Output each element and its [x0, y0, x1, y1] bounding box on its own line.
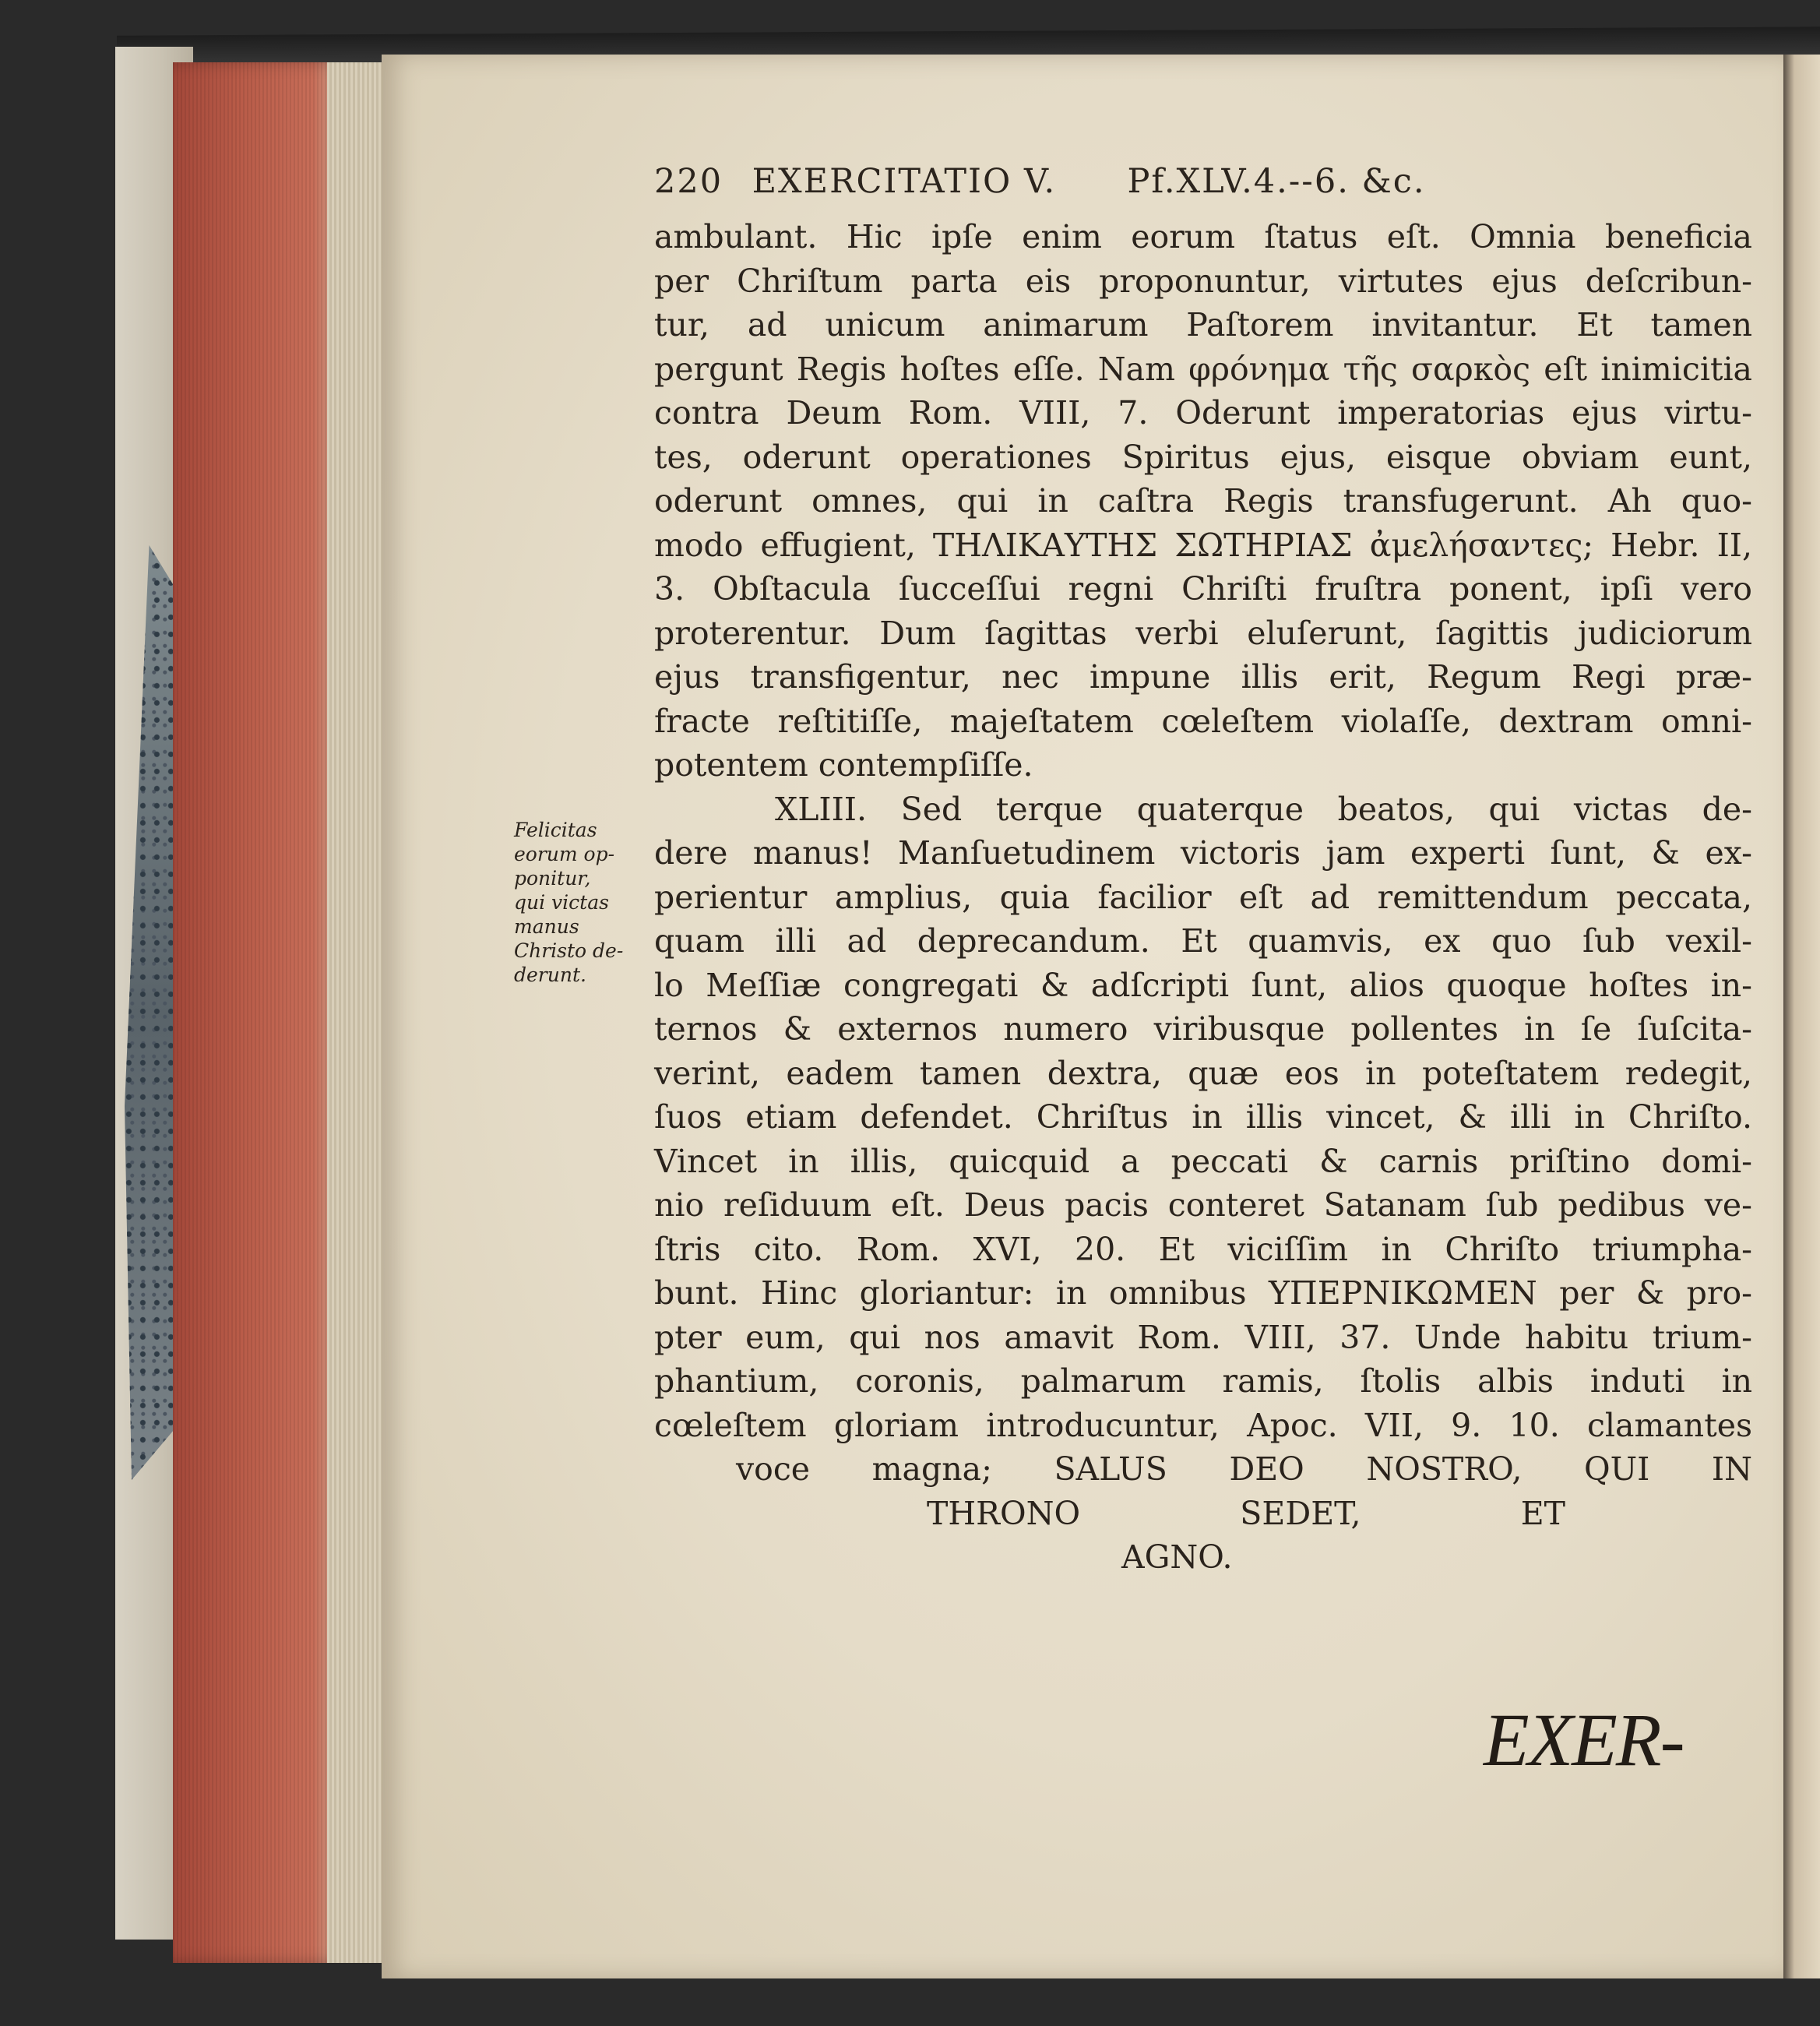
- text-line: fracte reſtitiſſe, majeſtatem cœleſtem violaſſe, dextram omni-: [654, 702, 1752, 740]
- running-ref: Pf.XLV.4.--6. &c.: [1127, 162, 1426, 201]
- text-line: ſtris cito. Rom. XVI, 20. Et viciſſim in Chriſto triumpha-: [654, 1230, 1752, 1268]
- marginal-line: ponitur,: [514, 867, 591, 890]
- text-line: ejus transfigentur, nec impune illis erit, Regum Regi præ-: [654, 658, 1752, 696]
- catchword: EXER-: [1484, 1698, 1684, 1781]
- text-line: dere manus! Manſuetudinem victoris jam experti ſunt, & ex-: [654, 834, 1752, 872]
- facing-page-edge: [1783, 55, 1820, 1978]
- marginal-line: eorum op-: [514, 843, 615, 865]
- running-title: EXERCITATIO V.: [752, 162, 1057, 201]
- marginal-line: qui victas: [514, 891, 609, 914]
- text-line: contra Deum Rom. VIII, 7. Oderunt imperatorias ejus virtu-: [654, 394, 1752, 432]
- section-heading-line: XLIII. Sed terque quaterque beatos, qui victas de-: [775, 790, 1752, 828]
- text-line: perientur amplius, quia facilior eſt ad remittendum peccata,: [654, 878, 1752, 916]
- marginal-line: Christo de-: [514, 939, 624, 962]
- running-head: [654, 162, 1760, 201]
- text-line: pter eum, qui nos amavit Rom. VIII, 37. Unde habitu trium-: [654, 1318, 1752, 1356]
- text-line: THRONO SEDET, ET: [927, 1494, 1565, 1532]
- text-line: oderunt omnes, qui in caſtra Regis transfugerunt. Ah quo-: [654, 482, 1752, 520]
- text-line: lo Meſſiæ congregati & adſcripti ſunt, alios quoque hoſtes in-: [654, 966, 1752, 1004]
- text-line: ternos & externos numero viribusque pollentes in ſe ſuſcita-: [654, 1010, 1752, 1048]
- text-line: modo effugient, ΤΗΛΙΚΑΥΤΗΣ ΣΩΤΗΡΙΑΣ ἀμελήσαντες; Hebr. II,: [654, 526, 1752, 564]
- text-line: proterentur. Dum ſagittas verbi eluſerunt, ſagittis judiciorum: [654, 614, 1752, 652]
- text-line: tes, oderunt operationes Spiritus ejus, eisque obviam eunt,: [654, 438, 1752, 476]
- marginal-line: manus: [514, 915, 579, 938]
- body-text: [654, 215, 1752, 1580]
- text-line: tur, ad unicum animarum Paſtorem invitantur. Et tamen: [654, 306, 1752, 344]
- text-line: Vincet in illis, quicquid a peccati & carnis priſtino domi-: [654, 1142, 1752, 1180]
- text-line: bunt. Hinc gloriantur: in omnibus ΥΠΕΡΝΙΚΩΜΕΝ per & pro-: [654, 1274, 1752, 1312]
- marginal-note: [514, 818, 631, 987]
- marginal-line: derunt.: [514, 964, 586, 986]
- text-line: ambulant. Hic ipſe enim eorum ſtatus eſt. Omnia beneficia: [654, 218, 1752, 255]
- text-line: potentem contempſiſſe.: [654, 746, 1033, 784]
- text-line: phantium, coronis, palmarum ramis, ſtolis albis induti in: [654, 1362, 1752, 1400]
- page-number: 220: [654, 162, 723, 201]
- marginal-line: Felicitas: [514, 819, 597, 841]
- text-line: per Chriſtum parta eis proponuntur, virtutes ejus deſcribun-: [654, 262, 1752, 300]
- text-line: voce magna; SALUS DEO NOSTRO, QUI IN: [736, 1450, 1752, 1488]
- text-line: AGNO.: [1121, 1538, 1233, 1576]
- page-stack: [327, 62, 382, 1963]
- text-line: cœleſtem gloriam introducuntur, Apoc. VII, 9. 10. clamantes: [654, 1406, 1752, 1444]
- text-line: 3. Obſtacula ſucceſſui regni Chriſti fruſtra ponent, ipſi vero: [654, 570, 1752, 608]
- text-line: pergunt Regis hoſtes eſſe. Nam φρόνημα τῆς σαρκὸς eſt inimicitia: [654, 350, 1752, 388]
- text-line: nio reſiduum eſt. Deus pacis conteret Satanam ſub pedibus ve-: [654, 1186, 1752, 1224]
- text-line: verint, eadem tamen dextra, quæ eos in poteſtatem redegit,: [654, 1054, 1752, 1092]
- text-line: ſuos etiam defendet. Chriſtus in illis vincet, & illi in Chriſto.: [654, 1098, 1752, 1136]
- text-line: quam illi ad deprecandum. Et quamvis, ex quo ſub vexil-: [654, 922, 1752, 960]
